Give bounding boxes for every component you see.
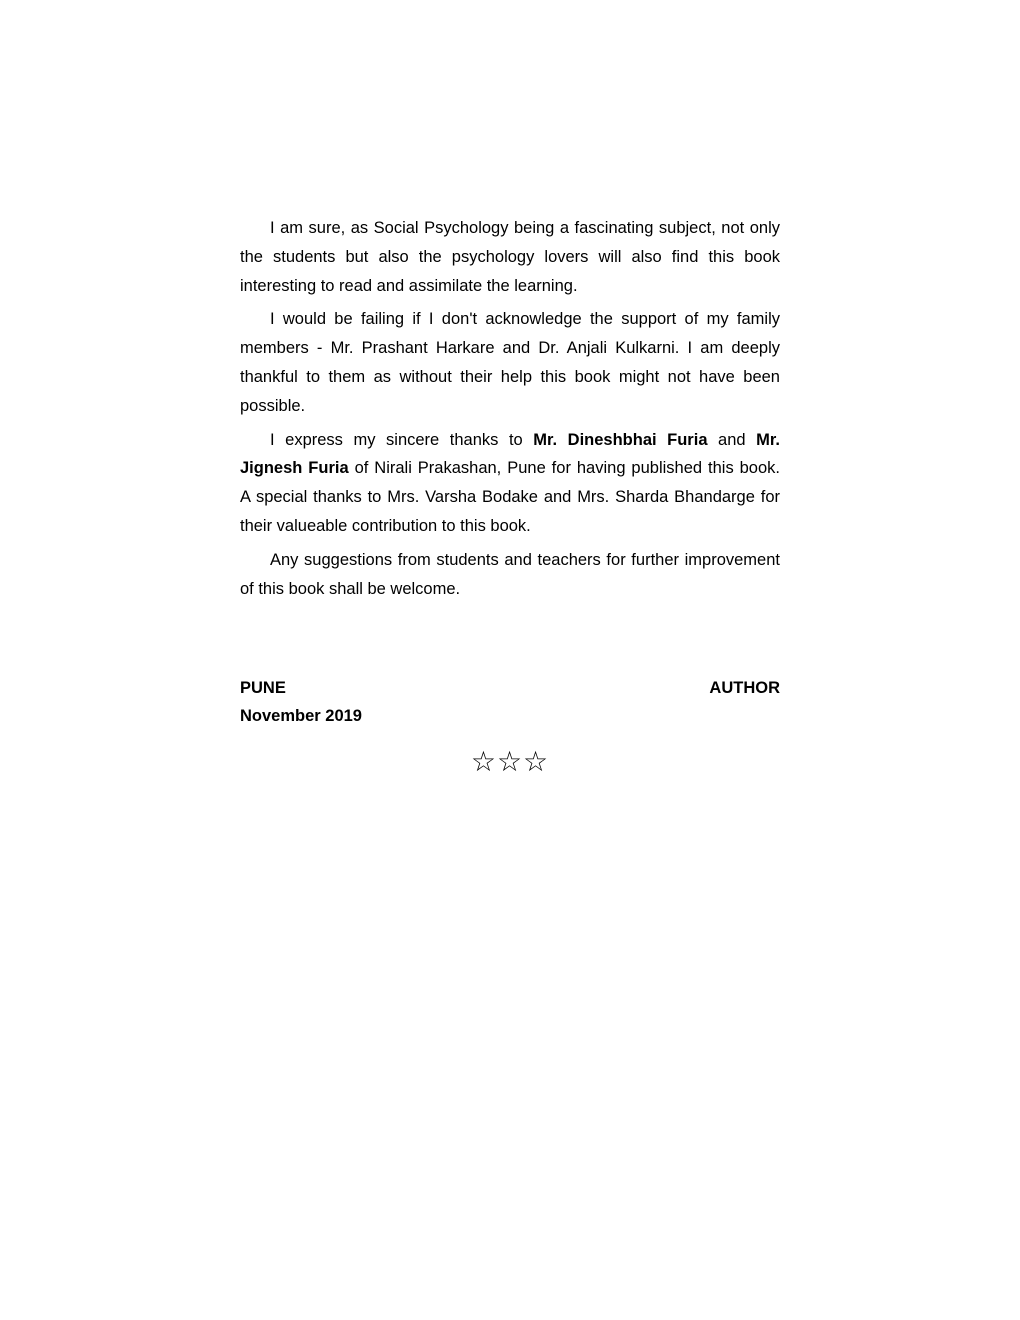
preface-paragraph-closing: Any suggestions from students and teachers for further improvement of this book shall be welcome.: [240, 550, 780, 598]
signature-author: AUTHOR: [709, 679, 780, 697]
preface-paragraph-1: I am sure, as Social Psychology being a fascinating subject, not only the students but also the psychology lovers will also find this book interesting to read and assimilate the learning.: [240, 219, 780, 295]
place-date-block: [240, 674, 362, 730]
signature-date: November 2019: [240, 707, 362, 725]
preface-body: [240, 214, 780, 608]
thanks-text-1: I express my sincere thanks to: [270, 430, 534, 449]
preface-paragraph-2: I would be failing if I don't acknowledge the support of my family members - Mr. Prashant Harkare and Dr. Anjali Kulkarni. I am deeply thankful to them as without their help this book might not have been possible.: [240, 310, 780, 415]
preface-paragraph-thanks: [240, 426, 780, 541]
thanks-text-2: and: [707, 430, 757, 449]
thanks-text-3: of Nirali Prakashan, Pune for having published this book. A special thanks to Mrs. Varsha Bodake and Mrs. Sharda Bhandarge for their valueable contribution to this book.: [240, 459, 780, 535]
signature-place: PUNE: [240, 679, 286, 697]
star-ornament-icon: ☆☆☆: [470, 745, 550, 778]
thanks-name-dineshbhai: Mr. Dineshbhai Furia: [533, 430, 708, 449]
thanks-name-jignesh: Mr. Jignesh Furia: [240, 430, 780, 478]
